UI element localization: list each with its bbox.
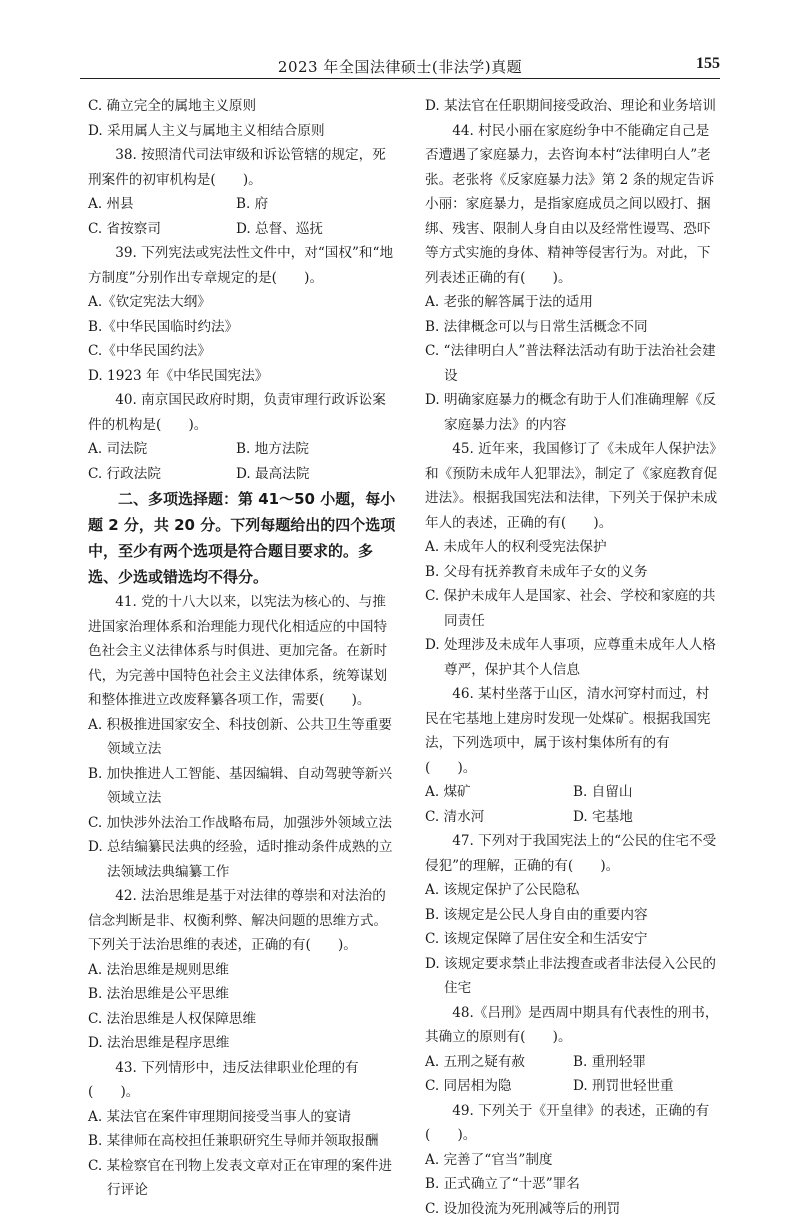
question-stem: 46. 某村坐落于山区，清水河穿村而过，村民在宅基地上建房时发现一处煤矿。根据我国宪法，下列选项中，属于该村集体所有的有( )。 (425, 682, 721, 780)
answer-option: D. 法治思维是程序思维 (88, 1031, 396, 1056)
header-title: 2023 年全国法律硕士(非法学)真题 (80, 56, 720, 77)
answer-option: B. 该规定是公民人身自由的重要内容 (425, 903, 721, 928)
answer-option: C. 省按察司 (88, 217, 236, 242)
answer-option: C. 清水河 (425, 805, 573, 830)
option-row (425, 805, 721, 830)
section-heading: 二、多项选择题：第 41～50 小题，每小题 2 分，共 20 分。下列每题给出的四个选项中，至少有两个选项是符合题目要求的。多选、少选或错选均不得分。 (88, 486, 396, 590)
running-header (80, 54, 720, 79)
option-row (425, 1074, 721, 1099)
option-row (88, 192, 396, 217)
answer-option: D. 该规定要求禁止非法搜查或者非法侵入公民的住宅 (425, 952, 721, 1001)
answer-option: C.《中华民国约法》 (88, 339, 396, 364)
option-row (88, 217, 396, 242)
answer-option: C. 确立完全的属地主义原则 (88, 94, 396, 119)
answer-option: C. 同居相为隐 (425, 1074, 573, 1099)
answer-option: C. 保护未成年人是国家、社会、学校和家庭的共同责任 (425, 584, 721, 633)
answer-option: D. 1923 年《中华民国宪法》 (88, 364, 396, 389)
answer-option: A. 五刑之疑有赦 (425, 1050, 573, 1075)
question-stem: 38. 按照清代司法审级和诉讼管辖的规定，死刑案件的初审机构是( )。 (88, 143, 396, 192)
answer-option: C. 法治思维是人权保障思维 (88, 1007, 396, 1032)
answer-option: A. 未成年人的权利受宪法保护 (425, 535, 721, 560)
answer-option: C. “法律明白人”普法释法活动有助于法治社会建设 (425, 339, 721, 388)
question-stem: 40. 南京国民政府时期，负责审理行政诉讼案件的机构是( )。 (88, 388, 396, 437)
answer-option: B. 加快推进人工智能、基因编辑、自动驾驶等新兴领域立法 (88, 762, 396, 811)
answer-option: D. 最高法院 (236, 462, 309, 487)
answer-option: A. 完善了“官当”制度 (425, 1148, 721, 1173)
question-stem: 43. 下列情形中，违反法律职业伦理的有( )。 (88, 1056, 396, 1105)
answer-option: D. 总结编纂民法典的经验，适时推动条件成熟的立法领域法典编纂工作 (88, 835, 396, 884)
answer-option: A. 司法院 (88, 437, 236, 462)
answer-option: A. 某法官在案件审理期间接受当事人的宴请 (88, 1105, 396, 1130)
option-row (425, 1050, 721, 1075)
answer-option: C. 该规定保障了居住安全和生活安宁 (425, 927, 721, 952)
answer-option: D. 采用属人主义与属地主义相结合原则 (88, 119, 396, 144)
answer-option: A. 积极推进国家安全、科技创新、公共卫生等重要领域立法 (88, 713, 396, 762)
question-stem: 47. 下列对于我国宪法上的“公民的住宅不受侵犯”的理解，正确的有( )。 (425, 829, 721, 878)
answer-option: C. 加快涉外法治工作战略布局，加强涉外领域立法 (88, 811, 396, 836)
question-stem: 42. 法治思维是基于对法律的尊崇和对法治的信念判断是非、权衡利弊、解决问题的思维方式。下列关于法治思维的表述，正确的有( )。 (88, 884, 396, 958)
answer-option: B. 自留山 (573, 780, 632, 805)
question-stem: 45. 近年来，我国修订了《未成年人保护法》和《预防未成年人犯罪法》，制定了《家庭教育促进法》。根据我国宪法和法律，下列关于保护未成年人的表述，正确的有( )。 (425, 437, 721, 535)
answer-option: D. 宅基地 (573, 805, 633, 830)
answer-option: D. 某法官在任职期间接受政治、理论和业务培训 (425, 94, 721, 119)
answer-option: A. 煤矿 (425, 780, 573, 805)
answer-option: A. 该规定保护了公民隐私 (425, 878, 721, 903)
answer-option: D. 明确家庭暴力的概念有助于人们准确理解《反家庭暴力法》的内容 (425, 388, 721, 437)
question-stem: 41. 党的十八大以来，以宪法为核心的、与推进国家治理体系和治理能力现代化相适应的中国特色社会主义法律体系与时俱进、更加完备。在新时代，为完善中国特色社会主义法律体系，统筹谋划和整体推进立改废释纂各项工作，需要( )。 (88, 590, 396, 713)
answer-option: B. 法律概念可以与日常生活概念不同 (425, 315, 721, 340)
answer-option: B. 法治思维是公平思维 (88, 982, 396, 1007)
answer-option: B. 正式确立了“十恶”罪名 (425, 1172, 721, 1197)
question-stem: 49. 下列关于《开皇律》的表述，正确的有( )。 (425, 1099, 721, 1148)
answer-option: C. 某检察官在刊物上发表文章对正在审理的案件进行评论 (88, 1154, 396, 1203)
option-row (88, 462, 396, 487)
option-row (88, 437, 396, 462)
question-stem: 39. 下列宪法或宪法性文件中，对“国权”和“地方制度”分别作出专章规定的是( )。 (88, 241, 396, 290)
answer-option: B. 地方法院 (236, 437, 309, 462)
answer-option: A.《钦定宪法大纲》 (88, 290, 396, 315)
answer-option: B.《中华民国临时约法》 (88, 315, 396, 340)
answer-option: C. 行政法院 (88, 462, 236, 487)
right-column (425, 94, 721, 1221)
answer-option: A. 州县 (88, 192, 236, 217)
question-stem: 44. 村民小丽在家庭纷争中不能确定自己是否遭遇了家庭暴力，去咨询本村“法律明白人”老张。老张将《反家庭暴力法》第 2 条的规定告诉小丽：家庭暴力，是指家庭成员之间以殴打、捆绑、残害、限制人身自由以及经常性谩骂、恐吓等方式实施的身体、精神等侵害行为。对此，下列表述正确的有( )。 (425, 119, 721, 291)
answer-option: B. 府 (236, 192, 268, 217)
answer-option: A. 法治思维是规则思维 (88, 958, 396, 983)
answer-option: B. 某律师在高校担任兼职研究生导师并领取报酬 (88, 1129, 396, 1154)
answer-option: D. 总督、巡抚 (236, 217, 323, 242)
answer-option: C. 设加役流为死刑减等后的刑罚 (425, 1197, 721, 1221)
option-row (425, 780, 721, 805)
answer-option: A. 老张的解答属于法的适用 (425, 290, 721, 315)
question-stem: 48.《吕刑》是西周中期具有代表性的刑书，其确立的原则有( )。 (425, 1001, 721, 1050)
answer-option: B. 父母有抚养教育未成年子女的义务 (425, 560, 721, 585)
answer-option: B. 重刑轻罪 (573, 1050, 646, 1075)
answer-option: D. 刑罚世轻世重 (573, 1074, 674, 1099)
answer-option: D. 处理涉及未成年人事项，应尊重未成年人人格尊严，保护其个人信息 (425, 633, 721, 682)
left-column (88, 94, 396, 1203)
page-number: 155 (696, 55, 720, 73)
